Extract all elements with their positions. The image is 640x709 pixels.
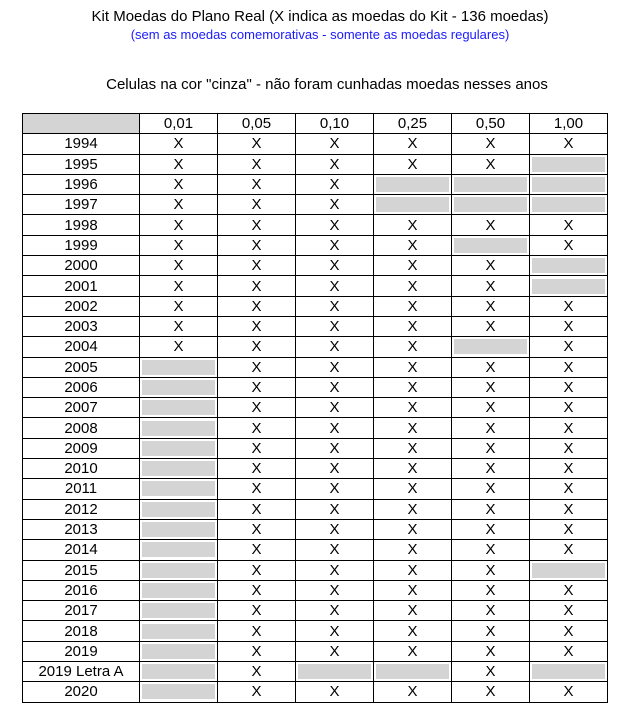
kit-coin-mark: X [452, 215, 530, 235]
coin-kit-table [22, 113, 608, 703]
kit-coin-mark: X [218, 560, 296, 580]
kit-coin-mark: X [218, 540, 296, 560]
year-cell: 2005 [23, 357, 140, 377]
kit-coin-mark: X [218, 438, 296, 458]
kit-coin-mark: X [530, 316, 608, 336]
kit-coin-mark: X [452, 580, 530, 600]
kit-coin-mark: X [296, 174, 374, 194]
not-minted-cell [374, 662, 452, 682]
table-row [23, 296, 608, 316]
not-minted-cell [140, 641, 218, 661]
kit-coin-mark: X [374, 256, 452, 276]
kit-coin-mark: X [218, 519, 296, 539]
kit-coin-mark: X [452, 377, 530, 397]
not-minted-cell [140, 540, 218, 560]
not-minted-swatch [376, 197, 449, 212]
year-cell: 2009 [23, 438, 140, 458]
kit-coin-mark: X [374, 215, 452, 235]
kit-coin-mark: X [218, 357, 296, 377]
table-row [23, 195, 608, 215]
year-cell: 1995 [23, 154, 140, 174]
kit-coin-mark: X [140, 316, 218, 336]
kit-coin-mark: X [218, 662, 296, 682]
not-minted-swatch [142, 441, 215, 456]
kit-coin-mark: X [530, 235, 608, 255]
not-minted-cell [452, 174, 530, 194]
denomination-header: 1,00 [530, 114, 608, 134]
kit-coin-mark: X [530, 215, 608, 235]
kit-coin-mark: X [218, 479, 296, 499]
header-corner-cell [23, 114, 140, 134]
kit-coin-mark: X [452, 601, 530, 621]
not-minted-swatch [142, 542, 215, 557]
kit-coin-mark: X [452, 398, 530, 418]
table-row [23, 519, 608, 539]
year-cell: 1994 [23, 134, 140, 154]
kit-coin-mark: X [296, 682, 374, 702]
kit-coin-mark: X [296, 459, 374, 479]
year-cell: 2003 [23, 316, 140, 336]
kit-coin-mark: X [296, 276, 374, 296]
year-cell: 2017 [23, 601, 140, 621]
page-title: Kit Moedas do Plano Real (X indica as moedas do Kit - 136 moedas) [91, 8, 549, 25]
kit-coin-mark: X [452, 621, 530, 641]
kit-coin-mark: X [374, 276, 452, 296]
kit-coin-mark: X [374, 377, 452, 397]
kit-coin-mark: X [530, 499, 608, 519]
kit-coin-mark: X [452, 662, 530, 682]
kit-coin-mark: X [218, 174, 296, 194]
table-row [23, 357, 608, 377]
table-row [23, 641, 608, 661]
not-minted-swatch [142, 502, 215, 517]
table-row [23, 560, 608, 580]
table-header-row [23, 114, 608, 134]
kit-coin-mark: X [452, 316, 530, 336]
not-minted-cell [296, 662, 374, 682]
kit-coin-mark: X [452, 479, 530, 499]
not-minted-swatch [142, 421, 215, 436]
not-minted-cell [530, 276, 608, 296]
not-minted-cell [452, 195, 530, 215]
not-minted-cell [374, 195, 452, 215]
kit-coin-mark: X [452, 499, 530, 519]
kit-coin-mark: X [218, 621, 296, 641]
kit-coin-mark: X [530, 580, 608, 600]
table-row [23, 601, 608, 621]
table-row [23, 276, 608, 296]
kit-coin-mark: X [218, 276, 296, 296]
not-minted-cell [530, 154, 608, 174]
legend-note: Celulas na cor "cinza" - não foram cunhadas moedas nesses anos [106, 76, 548, 93]
kit-coin-mark: X [452, 134, 530, 154]
kit-coin-mark: X [218, 296, 296, 316]
year-cell: 2020 [23, 682, 140, 702]
table-row [23, 580, 608, 600]
kit-coin-mark: X [374, 398, 452, 418]
kit-coin-mark: X [140, 174, 218, 194]
not-minted-swatch [376, 177, 449, 192]
not-minted-cell [140, 398, 218, 418]
kit-coin-mark: X [374, 621, 452, 641]
not-minted-swatch [142, 522, 215, 537]
kit-coin-mark: X [530, 134, 608, 154]
kit-coin-mark: X [218, 601, 296, 621]
kit-coin-mark: X [374, 682, 452, 702]
kit-coin-mark: X [374, 560, 452, 580]
not-minted-swatch [142, 481, 215, 496]
kit-coin-mark: X [218, 580, 296, 600]
year-cell: 2011 [23, 479, 140, 499]
year-cell: 2010 [23, 459, 140, 479]
kit-coin-mark: X [218, 134, 296, 154]
kit-coin-mark: X [374, 499, 452, 519]
year-cell: 1996 [23, 174, 140, 194]
not-minted-cell [452, 337, 530, 357]
kit-coin-mark: X [218, 641, 296, 661]
table-row [23, 499, 608, 519]
table-row [23, 682, 608, 702]
kit-coin-mark: X [218, 499, 296, 519]
kit-coin-mark: X [140, 276, 218, 296]
kit-coin-mark: X [218, 235, 296, 255]
not-minted-swatch [454, 339, 527, 354]
denomination-header: 0,50 [452, 114, 530, 134]
table-row [23, 459, 608, 479]
kit-coin-mark: X [452, 276, 530, 296]
kit-coin-mark: X [296, 316, 374, 336]
kit-coin-mark: X [296, 641, 374, 661]
kit-coin-mark: X [140, 337, 218, 357]
kit-coin-mark: X [374, 438, 452, 458]
not-minted-cell [140, 580, 218, 600]
table-row [23, 621, 608, 641]
kit-coin-mark: X [296, 377, 374, 397]
year-cell: 2019 Letra A [23, 662, 140, 682]
kit-coin-mark: X [218, 215, 296, 235]
kit-coin-mark: X [218, 377, 296, 397]
kit-coin-mark: X [374, 641, 452, 661]
not-minted-swatch [532, 664, 605, 679]
kit-coin-mark: X [374, 316, 452, 336]
kit-coin-mark: X [530, 398, 608, 418]
year-cell: 1999 [23, 235, 140, 255]
kit-coin-mark: X [530, 296, 608, 316]
not-minted-swatch [532, 177, 605, 192]
not-minted-cell [140, 560, 218, 580]
kit-coin-mark: X [296, 601, 374, 621]
year-cell: 2006 [23, 377, 140, 397]
not-minted-cell [140, 459, 218, 479]
kit-coin-mark: X [374, 337, 452, 357]
not-minted-cell [140, 682, 218, 702]
not-minted-swatch [142, 624, 215, 639]
kit-coin-mark: X [140, 215, 218, 235]
kit-coin-mark: X [140, 154, 218, 174]
denomination-header: 0,05 [218, 114, 296, 134]
kit-coin-mark: X [530, 601, 608, 621]
page-subtitle: (sem as moedas comemorativas - somente as moedas regulares) [130, 27, 510, 42]
kit-coin-mark: X [452, 438, 530, 458]
not-minted-swatch [142, 684, 215, 699]
not-minted-cell [140, 601, 218, 621]
not-minted-swatch [142, 360, 215, 375]
not-minted-swatch [454, 238, 527, 253]
not-minted-cell [140, 418, 218, 438]
kit-coin-mark: X [218, 418, 296, 438]
kit-coin-mark: X [296, 540, 374, 560]
not-minted-cell [374, 174, 452, 194]
table-row [23, 398, 608, 418]
table-row [23, 215, 608, 235]
not-minted-swatch [532, 197, 605, 212]
kit-coin-mark: X [374, 418, 452, 438]
kit-coin-mark: X [530, 377, 608, 397]
denomination-header: 0,25 [374, 114, 452, 134]
kit-coin-mark: X [374, 540, 452, 560]
not-minted-cell [140, 662, 218, 682]
year-cell: 2004 [23, 337, 140, 357]
kit-coin-mark: X [296, 134, 374, 154]
year-cell: 2018 [23, 621, 140, 641]
kit-coin-mark: X [530, 438, 608, 458]
kit-coin-mark: X [296, 357, 374, 377]
kit-coin-mark: X [296, 621, 374, 641]
kit-coin-mark: X [530, 459, 608, 479]
not-minted-cell [140, 479, 218, 499]
kit-coin-mark: X [296, 499, 374, 519]
not-minted-cell [140, 621, 218, 641]
table-row [23, 134, 608, 154]
kit-coin-mark: X [296, 296, 374, 316]
kit-coin-mark: X [452, 540, 530, 560]
kit-coin-mark: X [374, 357, 452, 377]
kit-coin-mark: X [296, 479, 374, 499]
not-minted-cell [530, 174, 608, 194]
year-cell: 2019 [23, 641, 140, 661]
year-cell: 2008 [23, 418, 140, 438]
year-cell: 2012 [23, 499, 140, 519]
not-minted-swatch [298, 664, 371, 679]
kit-coin-mark: X [296, 215, 374, 235]
year-cell: 1998 [23, 215, 140, 235]
denomination-header: 0,10 [296, 114, 374, 134]
year-cell: 2013 [23, 519, 140, 539]
kit-coin-mark: X [296, 256, 374, 276]
kit-coin-mark: X [140, 235, 218, 255]
table-body [23, 134, 608, 702]
not-minted-cell [452, 235, 530, 255]
not-minted-swatch [532, 258, 605, 273]
kit-coin-mark: X [218, 459, 296, 479]
not-minted-swatch [142, 603, 215, 618]
not-minted-swatch [376, 664, 449, 679]
not-minted-cell [530, 195, 608, 215]
denomination-header: 0,01 [140, 114, 218, 134]
kit-coin-mark: X [374, 479, 452, 499]
year-cell: 2000 [23, 256, 140, 276]
kit-coin-mark: X [218, 256, 296, 276]
kit-coin-mark: X [530, 519, 608, 539]
kit-coin-mark: X [452, 560, 530, 580]
kit-coin-mark: X [452, 418, 530, 438]
kit-coin-mark: X [530, 357, 608, 377]
kit-coin-mark: X [530, 682, 608, 702]
table-row [23, 174, 608, 194]
table-row [23, 316, 608, 336]
kit-coin-mark: X [140, 256, 218, 276]
kit-coin-mark: X [296, 560, 374, 580]
kit-coin-mark: X [218, 195, 296, 215]
not-minted-cell [530, 560, 608, 580]
table-row [23, 377, 608, 397]
year-cell: 2016 [23, 580, 140, 600]
kit-coin-mark: X [218, 154, 296, 174]
kit-coin-mark: X [218, 682, 296, 702]
not-minted-cell [530, 662, 608, 682]
kit-coin-mark: X [296, 154, 374, 174]
kit-coin-mark: X [530, 540, 608, 560]
kit-coin-mark: X [452, 256, 530, 276]
not-minted-swatch [454, 197, 527, 212]
not-minted-cell [140, 519, 218, 539]
kit-coin-mark: X [374, 459, 452, 479]
kit-coin-mark: X [530, 479, 608, 499]
kit-coin-mark: X [296, 337, 374, 357]
not-minted-swatch [142, 583, 215, 598]
not-minted-swatch [142, 380, 215, 395]
kit-coin-mark: X [452, 459, 530, 479]
kit-coin-mark: X [452, 519, 530, 539]
kit-coin-mark: X [530, 337, 608, 357]
kit-coin-mark: X [140, 296, 218, 316]
not-minted-cell [140, 377, 218, 397]
year-cell: 1997 [23, 195, 140, 215]
kit-coin-mark: X [296, 580, 374, 600]
year-cell: 2015 [23, 560, 140, 580]
kit-coin-mark: X [452, 296, 530, 316]
kit-coin-mark: X [374, 601, 452, 621]
not-minted-swatch [532, 279, 605, 294]
kit-coin-mark: X [296, 195, 374, 215]
kit-coin-mark: X [374, 580, 452, 600]
table-row [23, 235, 608, 255]
table-row [23, 540, 608, 560]
kit-coin-mark: X [218, 316, 296, 336]
table-row [23, 418, 608, 438]
not-minted-cell [530, 256, 608, 276]
not-minted-cell [140, 438, 218, 458]
not-minted-swatch [142, 563, 215, 578]
table-row [23, 337, 608, 357]
kit-coin-mark: X [530, 641, 608, 661]
not-minted-swatch [142, 664, 215, 679]
kit-coin-mark: X [296, 418, 374, 438]
kit-coin-mark: X [374, 296, 452, 316]
kit-coin-mark: X [452, 154, 530, 174]
kit-coin-mark: X [374, 134, 452, 154]
kit-coin-mark: X [452, 682, 530, 702]
not-minted-swatch [142, 644, 215, 659]
kit-coin-mark: X [218, 337, 296, 357]
not-minted-swatch [532, 563, 605, 578]
not-minted-cell [140, 499, 218, 519]
kit-coin-mark: X [296, 519, 374, 539]
kit-coin-mark: X [374, 235, 452, 255]
year-cell: 2007 [23, 398, 140, 418]
kit-coin-mark: X [218, 398, 296, 418]
kit-coin-mark: X [296, 398, 374, 418]
not-minted-swatch [142, 461, 215, 476]
table-row [23, 256, 608, 276]
not-minted-swatch [532, 157, 605, 172]
kit-coin-mark: X [530, 621, 608, 641]
table-row [23, 438, 608, 458]
table-row [23, 662, 608, 682]
kit-coin-mark: X [374, 154, 452, 174]
kit-coin-mark: X [140, 134, 218, 154]
year-cell: 2001 [23, 276, 140, 296]
table-row [23, 479, 608, 499]
table-row [23, 154, 608, 174]
year-cell: 2014 [23, 540, 140, 560]
kit-coin-mark: X [452, 357, 530, 377]
not-minted-swatch [142, 400, 215, 415]
kit-coin-mark: X [296, 438, 374, 458]
kit-coin-mark: X [530, 418, 608, 438]
kit-coin-mark: X [140, 195, 218, 215]
kit-coin-mark: X [374, 519, 452, 539]
kit-coin-mark: X [296, 235, 374, 255]
not-minted-swatch [454, 177, 527, 192]
kit-coin-mark: X [452, 641, 530, 661]
not-minted-cell [140, 357, 218, 377]
year-cell: 2002 [23, 296, 140, 316]
